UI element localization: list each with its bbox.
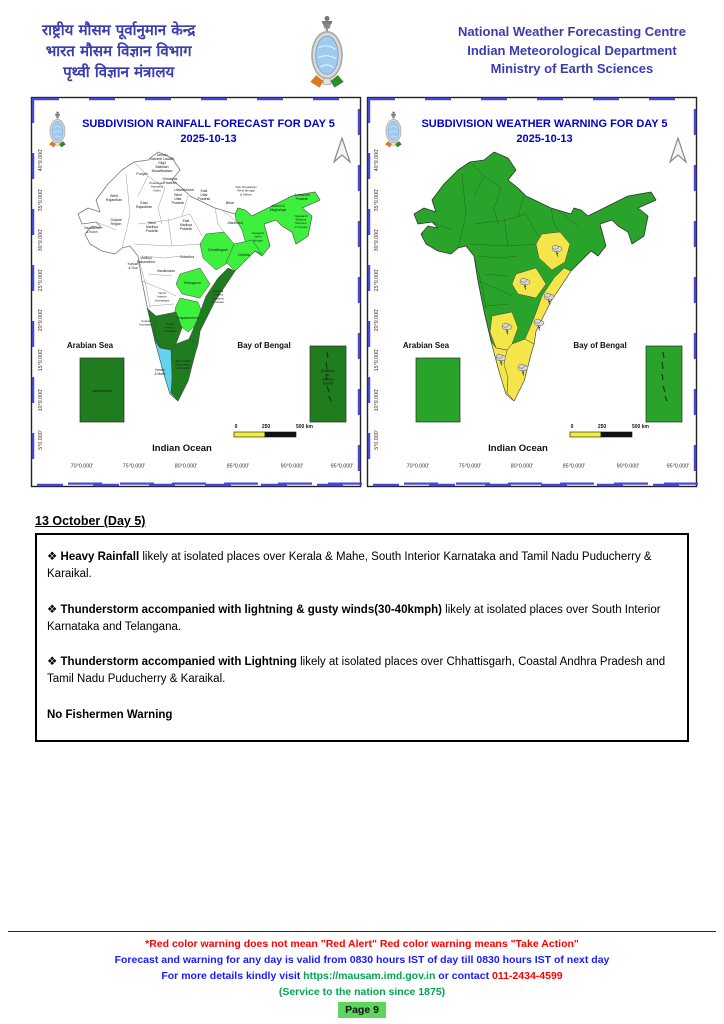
x-axis-label: 90°0.000' [616, 463, 640, 470]
indian-ocean-label: Indian Ocean [152, 443, 212, 454]
region-label: Tamil Nadu Puducherry & Karaikal [175, 359, 191, 371]
x-axis-label: 80°0.000' [510, 463, 534, 470]
bay-of-bengal-label: Bay of Bengal [573, 341, 627, 350]
region-label: Himachal Pradesh [162, 177, 178, 186]
rainfall-forecast-map-panel [30, 96, 361, 488]
org-hindi-line1: राष्ट्रीय मौसम पूर्वानुमान केन्द्र [42, 20, 196, 39]
y-axis-label: 25°0.000' [38, 268, 44, 292]
x-axis-tick [456, 483, 490, 485]
bay-of-bengal-label: Bay of Bengal [237, 341, 291, 350]
scale-tick-label: 0 [234, 424, 238, 430]
lakshadweep-inset [416, 358, 460, 422]
region-label: Konkan & Goa [127, 262, 139, 270]
maps-row [30, 96, 697, 488]
x-axis-tick [120, 483, 154, 485]
x-axis-label: 80°0.000' [174, 463, 198, 470]
region-label: Saurashtra & Kutch [84, 226, 100, 234]
page-number-badge: Page 9 [338, 1002, 386, 1018]
y-axis-label: 40°0.000' [38, 148, 44, 172]
y-axis-label: 40°0.000' [374, 148, 380, 172]
x-axis-label: 75°0.000' [122, 463, 146, 470]
y-axis-label: 25°0.000' [374, 268, 380, 292]
x-axis-label: 85°0.000' [226, 463, 250, 470]
bullet-diamond-icon: ❖ [47, 656, 58, 668]
y-axis-label: 10°0.000' [38, 388, 44, 412]
region-label: Sub Himalayan West Bengal & Sikkim [235, 185, 257, 197]
arabian-sea-label: Arabian Sea [66, 341, 114, 350]
scale-tick-label: 500 km [296, 424, 313, 430]
x-axis-tick [560, 483, 594, 485]
y-axis-label: 15°0.000' [374, 348, 380, 372]
bullet-rest-text: likely at isolated places over Chhattisgarh, Coastal Andhra Pradesh and Tamil Nadu Puducherry & Karaikal. [47, 656, 666, 686]
document-header [0, 0, 724, 92]
warning-map-canvas [366, 96, 698, 488]
region-label: Madhya Maharashtra [137, 256, 155, 264]
imd-logo-icon [45, 109, 70, 149]
org-english-line3: Ministry of Earth Sciences [490, 61, 654, 77]
region-label: Jharkhand [227, 221, 243, 225]
y-axis-label: 10°0.000' [374, 388, 380, 412]
x-axis-tick [614, 483, 648, 485]
region-label: Gangetic West Bengal [251, 231, 265, 243]
region-label: Rayalaseema [177, 316, 199, 320]
y-axis-label: 20°0.000' [38, 308, 44, 332]
region-label: Assam & Meghalaya [269, 204, 287, 212]
region-label: Telangana [183, 281, 201, 285]
lakshadweep-label: Lakshadweep [91, 389, 113, 393]
y-axis-label: 15°0.000' [38, 348, 44, 372]
x-axis-tick [328, 483, 362, 485]
rainfall-map-title [82, 117, 335, 147]
andaman-label: Andaman & Nicobar Islands [320, 369, 336, 386]
arabian-sea-label: Arabian Sea [402, 341, 450, 350]
rainfall-map-title-line1: SUBDIVISION RAINFALL FORECAST FOR DAY 5 [82, 118, 335, 130]
x-axis-label: 95°0.000' [666, 463, 690, 470]
scale-bar-black [265, 432, 296, 437]
y-axis-label: 30°0.000' [38, 228, 44, 252]
region-label: North Interior Karnataka [154, 291, 170, 303]
x-axis-tick [508, 483, 542, 485]
y-axis-label: 35°0.000' [38, 188, 44, 212]
bullet-diamond-icon: ❖ [47, 603, 58, 616]
region-label: West Rajasthan [105, 194, 123, 203]
footer-contact-prefix: For more details kindly visit [161, 970, 304, 983]
scale-bar-yellow [234, 432, 265, 437]
x-axis-label: 75°0.000' [458, 463, 482, 470]
y-axis-label: 20°0.000' [374, 308, 380, 332]
org-name-english [458, 23, 686, 80]
bullet-diamond-icon: ❖ [47, 551, 58, 563]
org-name-hindi [42, 20, 195, 83]
indian-ocean-label: Indian Ocean [488, 443, 548, 454]
x-axis-tick [68, 483, 102, 485]
region-label: Jammu Kashmir Ladakh Gilgit Baltistan Muzaffarabad [149, 153, 175, 173]
x-axis-tick [664, 483, 698, 485]
warning-map-title-date: 2025-10-13 [516, 132, 573, 145]
region-label: West Madhya Pradesh [145, 221, 159, 233]
region-label: Bihar [225, 201, 235, 205]
rainfall-map-canvas [30, 96, 362, 488]
footer-phone-number: 011-2434-4599 [491, 970, 563, 983]
region-label: South Interior Karnataka [163, 322, 177, 333]
bullet-bold-text: Thunderstorm accompanied with lightning & gusty winds(30-40kmph) [60, 603, 442, 616]
footer-divider [8, 931, 716, 932]
region-label: Arunachal Pradesh [294, 193, 310, 201]
x-axis-tick [404, 483, 438, 485]
scale-tick-label: 250 [261, 424, 271, 430]
bullet-bold-text: Thunderstorm accompanied with Lightning [60, 656, 297, 668]
bullet-bold-text: Heavy Rainfall [60, 551, 140, 563]
fishermen-warning-status: No Fishermen Warning [47, 708, 173, 721]
x-axis-tick [224, 483, 258, 485]
footer-contact-line [0, 968, 724, 984]
region-label: West Uttar Pradesh [171, 193, 185, 205]
forecast-bullet-thunderstorm-lightning [47, 654, 675, 689]
region-label: Punjab [136, 172, 148, 176]
region-label: Nagaland Manipur Mizoram & Tripura [294, 214, 308, 229]
y-axis-label: 5°0.000' [38, 430, 44, 450]
x-axis-tick [172, 483, 206, 485]
org-english-line2: Indian Meteorological Department [467, 42, 677, 58]
x-axis-label: 90°0.000' [280, 463, 304, 470]
region-label: Vidarbha [179, 255, 195, 259]
region-label: Kerala & Mahe [154, 368, 166, 376]
org-english-line1: National Weather Forecasting Centre [457, 23, 686, 39]
forecast-bullet-thunderstorm-gusty [47, 602, 675, 637]
footer-contact-mid: or contact [435, 970, 492, 983]
region-label: Coastal Andhra Pradesh & Yanam [211, 289, 225, 305]
footer-website-link[interactable]: https://mausam.imd.gov.in [303, 970, 436, 983]
forecast-section [0, 514, 724, 742]
scale-tick-label: 500 km [632, 424, 649, 430]
warning-map-title-line1: SUBDIVISION WEATHER WARNING FOR DAY 5 [421, 118, 668, 130]
warning-map-title [418, 117, 671, 147]
org-hindi-line3: पृथ्वी विज्ञान मंत्रालय [63, 62, 175, 81]
bullet-rest-text: likely at isolated places over South Interior Karnataka and Telangana. [47, 603, 661, 633]
x-axis-label: 85°0.000' [562, 463, 586, 470]
forecast-box [35, 533, 689, 742]
region-label: Marathwada [157, 269, 175, 273]
imd-logo-icon [381, 109, 406, 149]
region-label: Chhattisgarh [207, 248, 229, 252]
y-axis-label: 35°0.000' [374, 188, 380, 212]
scale-bar-black [601, 432, 632, 437]
region-label: East Madhya Pradesh [179, 219, 193, 231]
footer-validity-note: Forecast and warning for any day is valid from 0830 hours IST of day till 0830 hours IST of next day [114, 953, 610, 966]
imd-logo-icon [302, 10, 352, 92]
region-label: Gujarat Region [110, 218, 122, 226]
region-label: Chandigarh Haryana Delhi [149, 181, 165, 193]
forecast-heading: 13 October (Day 5) [35, 514, 146, 528]
region-label: East Rajasthan [135, 201, 153, 210]
scale-tick-label: 0 [570, 424, 574, 430]
scale-bar-yellow [570, 432, 601, 437]
org-hindi-line2: भारत मौसम विज्ञान विभाग [45, 41, 192, 60]
x-axis-label: 70°0.000' [406, 463, 430, 470]
rainfall-map-title-date: 2025-10-13 [180, 132, 237, 145]
region-label: Coastal Karnataka [139, 319, 153, 327]
x-axis-tick [278, 483, 312, 485]
footer-red-warning-note: *Red color warning does not mean "Red Alert" Red color warning means "Take Action" [145, 937, 579, 950]
bullet-rest-text: likely at isolated places over Kerala & Mahe, South Interior Karnataka and Tamil Nadu Puducherry & Karaikal. [47, 551, 652, 581]
weather-warning-map-panel [366, 96, 697, 488]
forecast-bullet-heavy-rainfall [47, 549, 675, 584]
y-axis-label: 5°0.000' [374, 430, 380, 450]
region-label: Odisha [237, 253, 251, 257]
region-label: Uttarakhand [174, 188, 194, 192]
footer-service-note: (Service to the nation since 1875) [278, 986, 446, 999]
region-label: East Uttar Pradesh [197, 189, 211, 201]
x-axis-label: 70°0.000' [70, 463, 94, 470]
x-axis-label: 95°0.000' [330, 463, 354, 470]
scale-tick-label: 250 [597, 424, 607, 430]
y-axis-label: 30°0.000' [374, 228, 380, 252]
document-footer [0, 931, 724, 1018]
